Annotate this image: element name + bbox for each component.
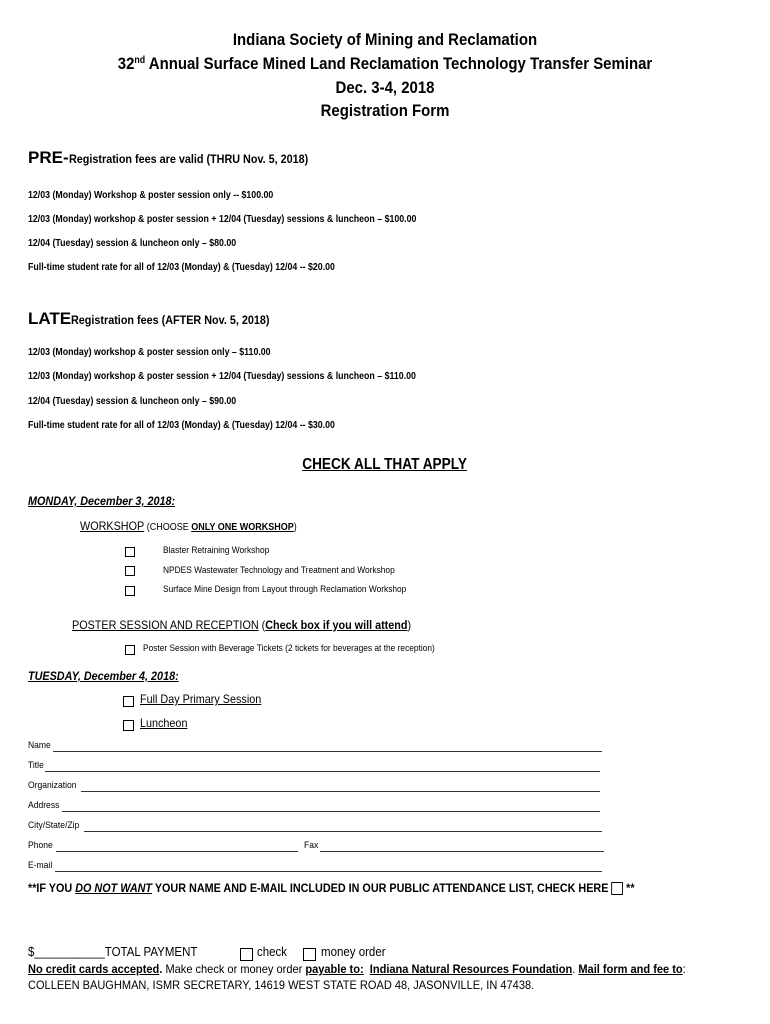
poster-note-bold: Check box if you will attend	[265, 618, 408, 632]
check-all-heading-wrap	[0, 456, 770, 474]
title-field[interactable]	[28, 760, 602, 774]
name-input-line[interactable]	[53, 751, 602, 752]
city-state-zip-field[interactable]	[28, 820, 602, 834]
late-registration-heading	[28, 309, 292, 329]
title-seminar	[46, 54, 724, 74]
checkbox-icon[interactable]	[125, 645, 135, 655]
name-field[interactable]	[28, 740, 602, 754]
title-form: Registration Form	[320, 101, 450, 120]
optout-checkbox[interactable]	[611, 882, 623, 895]
email-input-line[interactable]	[55, 871, 602, 872]
payment-instructions	[28, 962, 686, 976]
tuesday-colon: :	[175, 669, 179, 683]
workshop-note-pre: (CHOOSE	[144, 522, 192, 533]
workshop-checkbox-blaster[interactable]	[125, 543, 135, 561]
pre-heading-text: Registration fees are valid (THRU Nov. 5, 2018)	[68, 152, 308, 166]
city-state-zip-label: City/State/Zip	[28, 820, 80, 831]
payment-row	[28, 945, 197, 959]
pre-fee-item: 12/03 (Monday) workshop & poster session + 12/04 (Tuesday) sessions & luncheon – $100.00	[28, 214, 417, 225]
seminar-name: Annual Surface Mined Land Reclamation Technology Transfer Seminar	[145, 54, 653, 73]
checkbox-icon[interactable]	[125, 566, 135, 576]
poster-note-post: )	[407, 618, 412, 632]
checkbox-icon[interactable]	[123, 720, 134, 731]
tuesday-checkbox-primary[interactable]	[123, 693, 134, 711]
organization-field[interactable]	[28, 780, 602, 794]
workshop-heading	[80, 519, 297, 533]
make-check-text: Make check or money order	[162, 962, 306, 976]
optout-end: **	[623, 881, 635, 895]
checkbox-icon[interactable]	[123, 696, 134, 707]
money-order-label: money order	[321, 945, 386, 959]
workshop-option-label: Surface Mine Design from Layout through Reclamation Workshop	[163, 584, 407, 595]
total-payment-label: TOTAL PAYMENT	[104, 945, 198, 959]
poster-note-pre: (	[258, 618, 266, 632]
email-label: E-mail	[28, 860, 53, 871]
fax-input-line[interactable]	[320, 851, 604, 852]
workshop-note-bold: ONLY ONE WORKSHOP	[191, 522, 294, 533]
poster-checkbox[interactable]	[125, 641, 135, 659]
tuesday-heading	[28, 669, 179, 683]
title-input-line[interactable]	[45, 771, 600, 772]
city-state-zip-input-line[interactable]	[84, 831, 602, 832]
tuesday-option-label: Full Day Primary Session	[140, 692, 262, 706]
no-credit-cards: No credit cards accepted	[28, 962, 160, 976]
workshop-label: WORKSHOP	[80, 519, 145, 533]
email-field[interactable]	[28, 860, 602, 874]
title-society: Indiana Society of Mining and Reclamation	[232, 30, 538, 49]
poster-heading	[72, 618, 411, 632]
checkbox-icon[interactable]	[125, 547, 135, 557]
workshop-checkbox-surface-mine[interactable]	[125, 582, 135, 600]
payee-name: Indiana Natural Resources Foundation	[369, 962, 573, 976]
title-dates: Dec. 3-4, 2018	[335, 78, 435, 97]
late-heading-big: LATE	[28, 309, 72, 328]
mail-form-label: Mail form and fee to	[578, 962, 683, 976]
optout-emphasis: DO NOT WANT	[75, 881, 153, 895]
organization-input-line[interactable]	[81, 791, 600, 792]
phone-fax-field	[28, 840, 602, 854]
address-field[interactable]	[28, 800, 602, 814]
check-all-heading: CHECK ALL THAT APPLY	[302, 456, 468, 473]
name-label: Name	[28, 740, 51, 751]
poster-option-label: Poster Session with Beverage Tickets (2 tickets for beverages at the reception)	[143, 643, 435, 654]
address-input-line[interactable]	[62, 811, 600, 812]
seminar-number: 32	[117, 54, 135, 73]
mail-colon: :	[682, 962, 686, 976]
phone-input-line[interactable]	[56, 851, 298, 852]
title-label: Title	[28, 760, 44, 771]
workshop-checkbox-npdes[interactable]	[125, 562, 135, 580]
monday-label: MONDAY, December 3, 2018	[28, 494, 172, 508]
workshop-note-post: )	[293, 522, 297, 533]
late-heading-text: Registration fees (AFTER Nov. 5, 2018)	[71, 313, 270, 327]
tuesday-option-label: Luncheon	[140, 716, 188, 730]
tuesday-checkbox-luncheon[interactable]	[123, 717, 134, 735]
payee-period: .	[572, 962, 579, 976]
late-fee-item: Full-time student rate for all of 12/03 (Monday) & (Tuesday) 12/04 -- $30.00	[28, 420, 335, 431]
check-label: check	[257, 945, 288, 959]
pre-heading-big: PRE-	[28, 148, 69, 167]
workshop-option-label: NPDES Wastewater Technology and Treatment and Workshop	[163, 565, 395, 576]
poster-label: POSTER SESSION AND RECEPTION	[72, 618, 259, 632]
phone-label: Phone	[28, 840, 53, 851]
checkbox-icon[interactable]	[240, 948, 253, 961]
late-fee-item: 12/03 (Monday) workshop & poster session + 12/04 (Tuesday) sessions & luncheon – $110.00	[28, 371, 416, 382]
optout-post: YOUR NAME AND E-MAIL INCLUDED IN OUR PUBLIC ATTENDANCE LIST, CHECK HERE	[152, 881, 612, 895]
checkbox-icon[interactable]	[303, 948, 316, 961]
workshop-option-label: Blaster Retraining Workshop	[163, 545, 270, 556]
monday-colon: :	[171, 494, 176, 508]
checkbox-icon[interactable]	[125, 586, 135, 596]
seminar-number-suffix: nd	[134, 55, 146, 66]
dollar-sign: $	[28, 945, 35, 959]
pre-registration-heading	[28, 148, 335, 168]
payable-to: payable to:	[305, 962, 364, 976]
no-cc-period: .	[159, 962, 163, 976]
pre-fee-item: 12/04 (Tuesday) session & luncheon only – $80.00	[28, 238, 237, 249]
late-fee-item: 12/04 (Tuesday) session & luncheon only – $90.00	[28, 396, 237, 407]
payment-amount-blank[interactable]: ___________	[34, 945, 105, 959]
address-label: Address	[28, 800, 60, 811]
fax-label: Fax	[304, 840, 319, 851]
pre-fee-item: 12/03 (Monday) Workshop & poster session only -- $100.00	[28, 190, 274, 201]
tuesday-label: TUESDAY, December 4, 2018	[28, 669, 176, 683]
pre-fee-item: Full-time student rate for all of 12/03 (Monday) & (Tuesday) 12/04 -- $20.00	[28, 262, 335, 273]
organization-label: Organization	[28, 780, 77, 791]
late-fee-item: 12/03 (Monday) workshop & poster session only – $110.00	[28, 347, 271, 358]
optout-pre: **IF YOU	[28, 881, 76, 895]
optout-statement	[28, 881, 635, 895]
monday-heading	[28, 494, 175, 508]
mailing-address: COLLEEN BAUGHMAN, ISMR SECRETARY, 14619 WEST STATE ROAD 48, JASONVILLE, IN 47438.	[28, 978, 535, 992]
